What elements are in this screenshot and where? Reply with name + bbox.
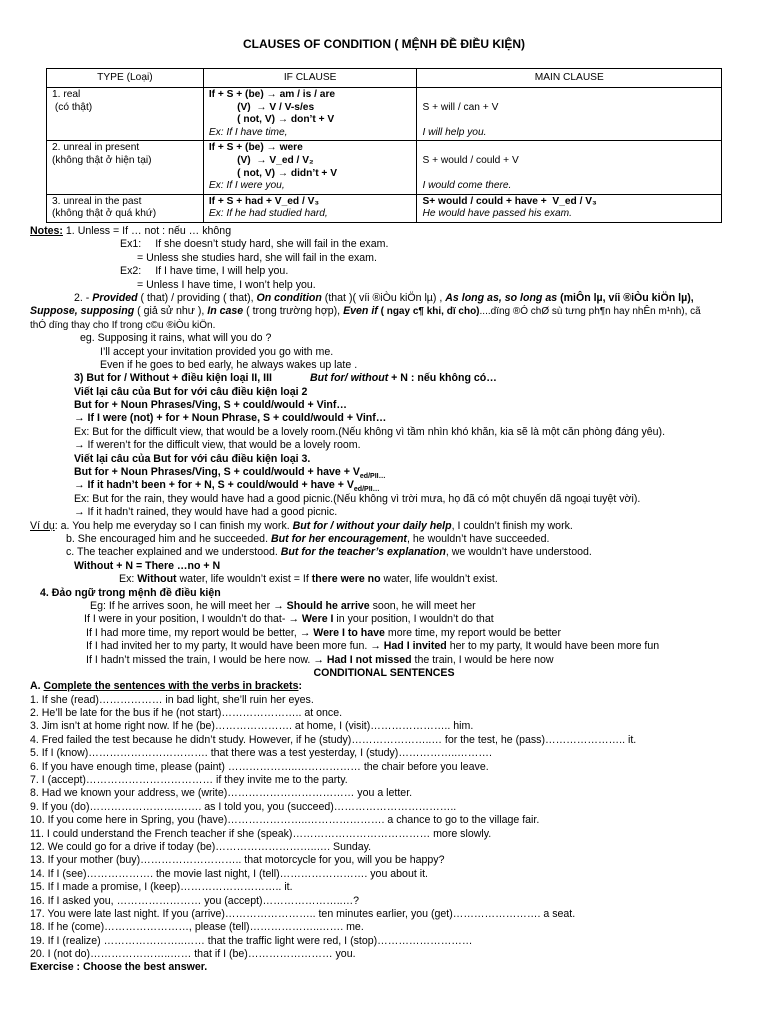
note-3-line: → If weren’t for the difficult view, that would be a lovely room. [74,439,361,452]
main-formula: S + will / can + V [422,101,499,113]
if-example: Ex: If I have time, [208,126,288,138]
note-3-line: Ex: But for the rain, they would have had a good picnic.(Nếu không vì trời mưa, họ đã có một chuyến dã ngoại tuyệt vời). [74,492,641,505]
exercise-item: 14. If I (see)………………. the movie last night, I (tell)……………………. you about it. [30,867,428,880]
inversion-line: If I hadn’t missed the train, I would be here now. → Had I not missed the train, I would be here now [86,653,554,666]
main-clause-cell [417,141,722,194]
exercise-item: 7. I (accept)……………………………… if they invite me to the party. [30,774,348,787]
if-formula-line: (V) → V_ed / V₂ [208,154,314,166]
header-if-clause: IF CLAUSE [203,69,417,88]
exercise-item: 18. If he (come)……………………, please (tell)………………..……. me. [30,921,364,934]
header-type: TYPE (Loại) [47,69,204,88]
exercise-item: 8. Had we known your address, we (write)……………………………… you a letter. [30,787,413,800]
note-3-line: → If it hadn’t rained, they would have had a good picnic. [74,506,338,519]
exercise-item: 4. Fred failed the test because he didn’t study. However, if he (study)…………………..… for the test, he (pass)………………….. it. [30,733,637,746]
note-3-line: → If it hadn’t been + for + N, S + could/would + have + $V_{ed/PII\dots}$ [74,479,380,494]
note-3-line: Viết lại câu của But for với câu điều kiện loại 3. [74,452,311,465]
conditional-types-table [46,68,722,223]
example-line: Ex2: If I have time, I will help you. [120,265,289,278]
exercise-item: 15. If I made a promise, I (keep)……………………….. it. [30,881,293,894]
table-row-type-3 [47,194,722,222]
main-clause-cell [417,194,722,222]
note-2-cont: Suppose, supposing ( giả sử như ), In case ( trong trường hợp), Even if ( ngay c¶ khi, dï cho)....dïng ®Ó chØ sù tưng ph¶n hay nhÊn m¹nh), cã [30,305,701,318]
exercise-item: 17. You were late last night. If you (arrive)…………………….. ten minutes earlier, you (get)……………………. a seat. [30,907,576,920]
inversion-line: If I had more time, my report would be better, → Were I to have more time, my report would be better [86,626,561,639]
type-label: 2. unreal in present [52,142,140,154]
note-3-line: Ex: But for the difficult view, that would be a lovely room.(Nếu không vì tầm nhìn khó khăn, kia sẽ là một căn phòng đáng yêu). [74,425,666,438]
example-b: b. She encouraged him and he succeeded. But for her encouragement, he wouldn’t have succeeded. [66,532,550,545]
note-3-line: Viết lại câu của But for với câu điều kiện loại 2 [74,385,308,398]
without-rule: Without + N = There …no + N [74,559,221,572]
main-example: I would come there. [422,180,512,192]
type-meaning: (không thật ở hiện tại) [52,154,152,166]
section-title: CONDITIONAL SENTENCES [313,666,455,679]
exercise-item: 16. If I asked you, …………………… you (accept)…………………..…? [30,894,360,907]
type-cell [47,141,204,194]
note-3-line: But for + Noun Phrases/Ving, S + could/would + have + $V_{ed/PII\dots}$ [74,466,386,481]
type-meaning: (có thật) [52,101,93,113]
if-clause-cell [203,141,417,194]
if-example: Ex: If I were you, [208,180,285,192]
if-clause-cell [203,88,417,141]
example-line: = Unless she studies hard, she will fail in the exam. [137,251,377,264]
type-label: 3. unreal in the past [52,195,142,207]
if-formula-line: ( not, V) → didn’t + V [208,167,338,179]
main-formula: S+ would / could + have + V_ed / V₃ [422,195,597,207]
exercise-item: 12. We could go for a drive if today (be)………………………..…. Sunday. [30,840,372,853]
notes-and-exercises [30,225,760,975]
main-example: He would have passed his exam. [422,208,572,220]
main-clause-cell [417,88,722,141]
exercise-item: 2. He’ll be late for the bus if he (not start)………………….. at once. [30,707,343,720]
exercise-item: 13. If your mother (buy)……………………….. that motorcycle for you, will you be happy? [30,854,445,867]
note-3-line: → If I were (not) + for + Noun Phrase, S + could/would + Vinf… [74,412,387,425]
exercise-item: 6. If you have enough time, please (paint) ………………..……………… the chair before you leave. [30,760,489,773]
header-main-clause: MAIN CLAUSE [417,69,722,88]
inversion-line: If I had invited her to my party, It would have been more fun. → Had I invited her to my party, It would have been more fun [86,640,660,653]
if-example: Ex: If he had studied hard, [208,208,328,220]
note-4: 4. Đảo ngữ trong mệnh đề điều kiện [40,586,221,599]
if-formula-line: (V) → V / V-s/es [208,101,315,113]
table-row-type-2 [47,141,722,194]
if-formula-line: If + S + had + V_ed / V₃ [208,195,320,207]
main-formula: S + would / could + V [422,154,519,166]
exercise-item: 19. If I (realize) …………………..…… that the traffic light were red, I (stop)……………………… [30,934,473,947]
part-a-heading: A. Complete the sentences with the verbs in brackets: [30,680,302,693]
example-c: c. The teacher explained and we understood. But for the teacher’s explanation, we wouldn’t have understood. [66,546,592,559]
exercise-list [30,694,760,962]
note-1: Notes: 1. Unless = If … not : nếu … không [30,225,232,237]
if-formula-line: If + S + (be) → am / is / are [208,89,336,100]
inversion-line: If I were in your position, I wouldn’t do that- → Were I in your position, I wouldn’t do that [84,613,494,626]
exercise-item: 5. If I (know)……………………………. that there was a test yesterday, I (study)……………..………. [30,747,492,760]
exercise-item: 1. If she (read)……………… in bad light, she’ll ruin her eyes. [30,693,314,706]
if-formula-line: ( not, V) → don’t + V [208,114,335,126]
if-formula-line: If + S + (be) → were [208,142,303,154]
type-cell [47,88,204,141]
note-2: 2. - Provided ( that) / providing ( that), On condition (that )( víi ®iÒu kiÖn lµ) , As long as, so long as (miÔn lµ, víi ®iÒu kiÖn lµ), [74,291,694,304]
example-line: I’ll accept your invitation provided you go with me. [100,345,334,358]
table-header-row [47,69,722,88]
table-row-type-1 [47,88,722,141]
exercise-item: 3. Jim isn’t at home right now. If he (be)…………………. at home, I (visit)………………….. him. [30,720,474,733]
inversion-line: Eg: If he arrives soon, he will meet her → Should he arrive soon, he will meet her [90,599,476,612]
example-line: = Unless I have time, I won’t help you. [137,278,316,291]
without-example: Ex: Without water, life wouldn’t exist = If there were no water, life wouldn’t exist. [119,573,498,586]
exercise-item: 10. If you come here in Spring, you (have)…………………..…………………. a chance to go to the village fair. [30,814,540,827]
main-example: I will help you. [422,126,487,138]
example-a: Ví dụ: a. You help me everyday so I can finish my work. But for / without your daily help, I couldn’t finish my work. [30,519,573,532]
type-meaning: (không thật ở quá khứ) [52,208,157,220]
exercise-item: 11. I could understand the French teacher if she (speak)………………………………… more slowly. [30,827,492,840]
note-3-line: But for + Noun Phrases/Ving, S + could/would + Vinf… [74,399,348,412]
example-line: Even if he goes to bed early, he always wakes up late . [100,358,358,371]
example-line: eg. Supposing it rains, what will you do ? [80,332,272,345]
example-line: Ex1: If she doesn’t study hard, she will fail in the exam. [120,238,389,251]
note-3: 3) But for / Without + điều kiện loại II, III But for/ without + N : nếu không có… [74,372,497,385]
exercise-item: 9. If you (do)…………………….……. as I told you, you (succeed)…………………………….. [30,800,457,813]
type-cell [47,194,204,222]
page-title: CLAUSES OF CONDITION ( MỆNH ĐỀ ĐIỀU KIỆN) [242,37,525,51]
exercise-item: 20. I (not do)…………………..…… that if I (be)…………………… you. [30,948,356,961]
note-2-cont: thÓ dïng thay cho If trong c©u ®iÒu kiÖn. [30,319,216,331]
if-clause-cell [203,194,417,222]
type-label: 1. real [52,89,81,100]
exercise-footer: Exercise : Choose the best answer. [30,961,208,974]
